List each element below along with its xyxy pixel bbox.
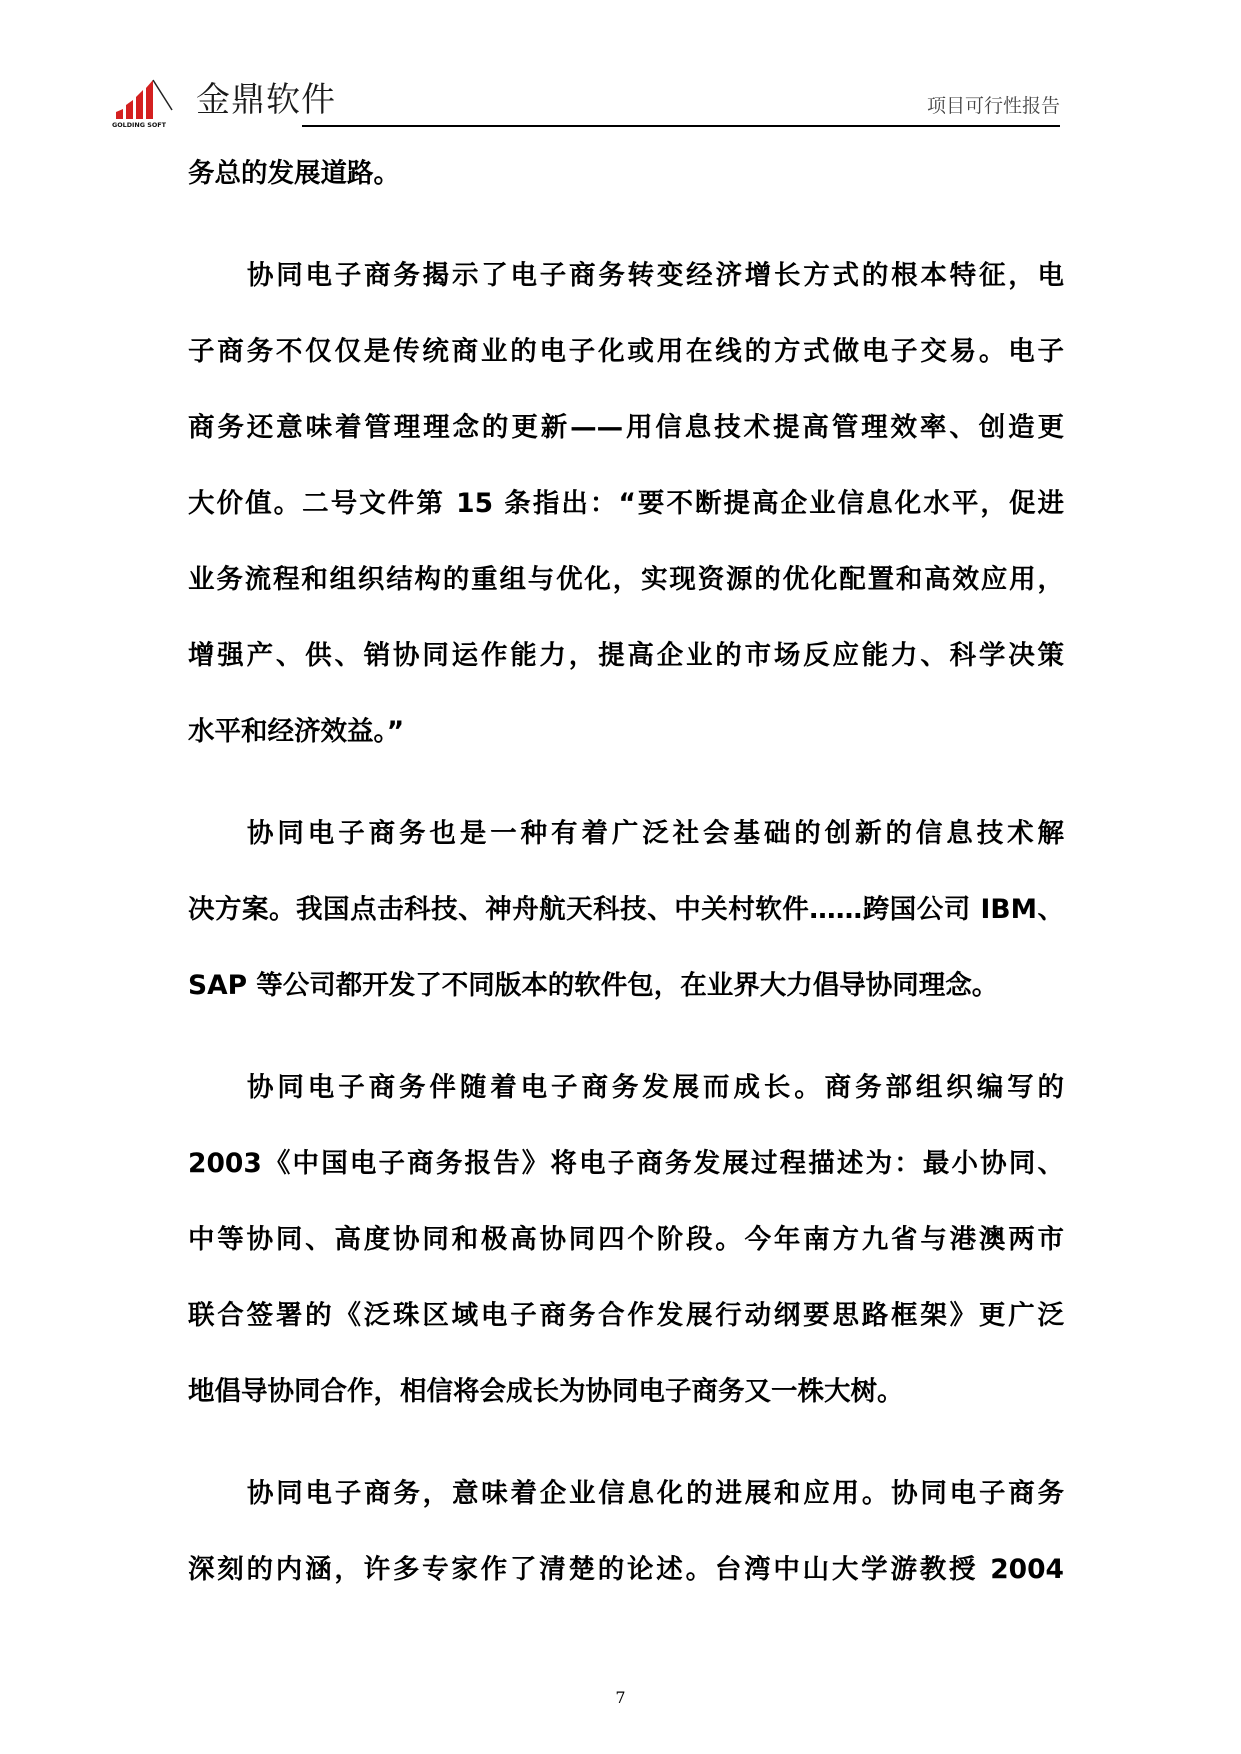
paragraph [188,238,1064,770]
text-line: 中等协同、高度协同和极高协同四个阶段。今年南方九省与港澳两市 [188,1224,1064,1255]
paragraph-gap [188,212,1064,238]
text-line: 协同电子商务，意味着企业信息化的进展和应用。协同电子商务 [247,1478,1064,1509]
text-line: 子商务不仅仅是传统商业的电子化或用在线的方式做电子交易。电子 [188,336,1064,367]
report-title: 项目可行性报告 [926,95,1060,117]
text-line: 协同电子商务也是一种有着广泛社会基础的创新的信息技术解 [247,818,1064,849]
paragraph-gap [188,1430,1064,1456]
paragraph [188,136,1064,212]
page-header [112,66,1060,132]
page-number: 7 [615,1688,626,1707]
text-line: 增强产、供、销协同运作能力，提高企业的市场反应能力、科学决策 [188,640,1064,671]
paragraph [188,1050,1064,1430]
text-line: 2003《中国电子商务报告》将电子商务发展过程描述为：最小协同、 [188,1148,1064,1179]
paragraph [188,796,1064,1024]
text-line: 协同电子商务伴随着电子商务发展而成长。商务部组织编写的 [247,1072,1064,1103]
text-line: 水平和经济效益。” [188,716,405,747]
golding-soft-logo [112,76,192,128]
text-line: 大价值。二号文件第 15 条指出：“要不断提高企业信息化水平，促进 [188,488,1064,519]
text-line: SAP 等公司都开发了不同版本的软件包，在业界大力倡导协同理念。 [188,970,999,1001]
logo-subtitle: GOLDING SOFT [112,121,167,128]
document-body [188,136,1064,1608]
text-line: 地倡导协同合作，相信将会成长为协同电子商务又一株大树。 [188,1376,904,1407]
text-line: 商务还意味着管理理念的更新——用信息技术提高管理效率、创造更 [188,412,1064,443]
paragraph [188,1456,1064,1608]
brand-name: 金鼎软件 [196,80,336,120]
paragraph-gap [188,770,1064,796]
text-line: 业务流程和组织结构的重组与优化，实现资源的优化配置和高效应用， [188,564,1064,595]
text-line: 联合签署的《泛珠区域电子商务合作发展行动纲要思路框架》更广泛 [188,1300,1064,1331]
header-rule [302,125,1060,127]
text-line: 深刻的内涵，许多专家作了清楚的论述。台湾中山大学游教授 2004 [188,1554,1064,1585]
text-line: 决方案。我国点击科技、神舟航天科技、中关村软件……跨国公司 IBM、 [188,894,1064,925]
text-line: 协同电子商务揭示了电子商务转变经济增长方式的根本特征，电 [247,260,1064,291]
text-line: 务总的发展道路。 [188,158,400,189]
paragraph-gap [188,1024,1064,1050]
